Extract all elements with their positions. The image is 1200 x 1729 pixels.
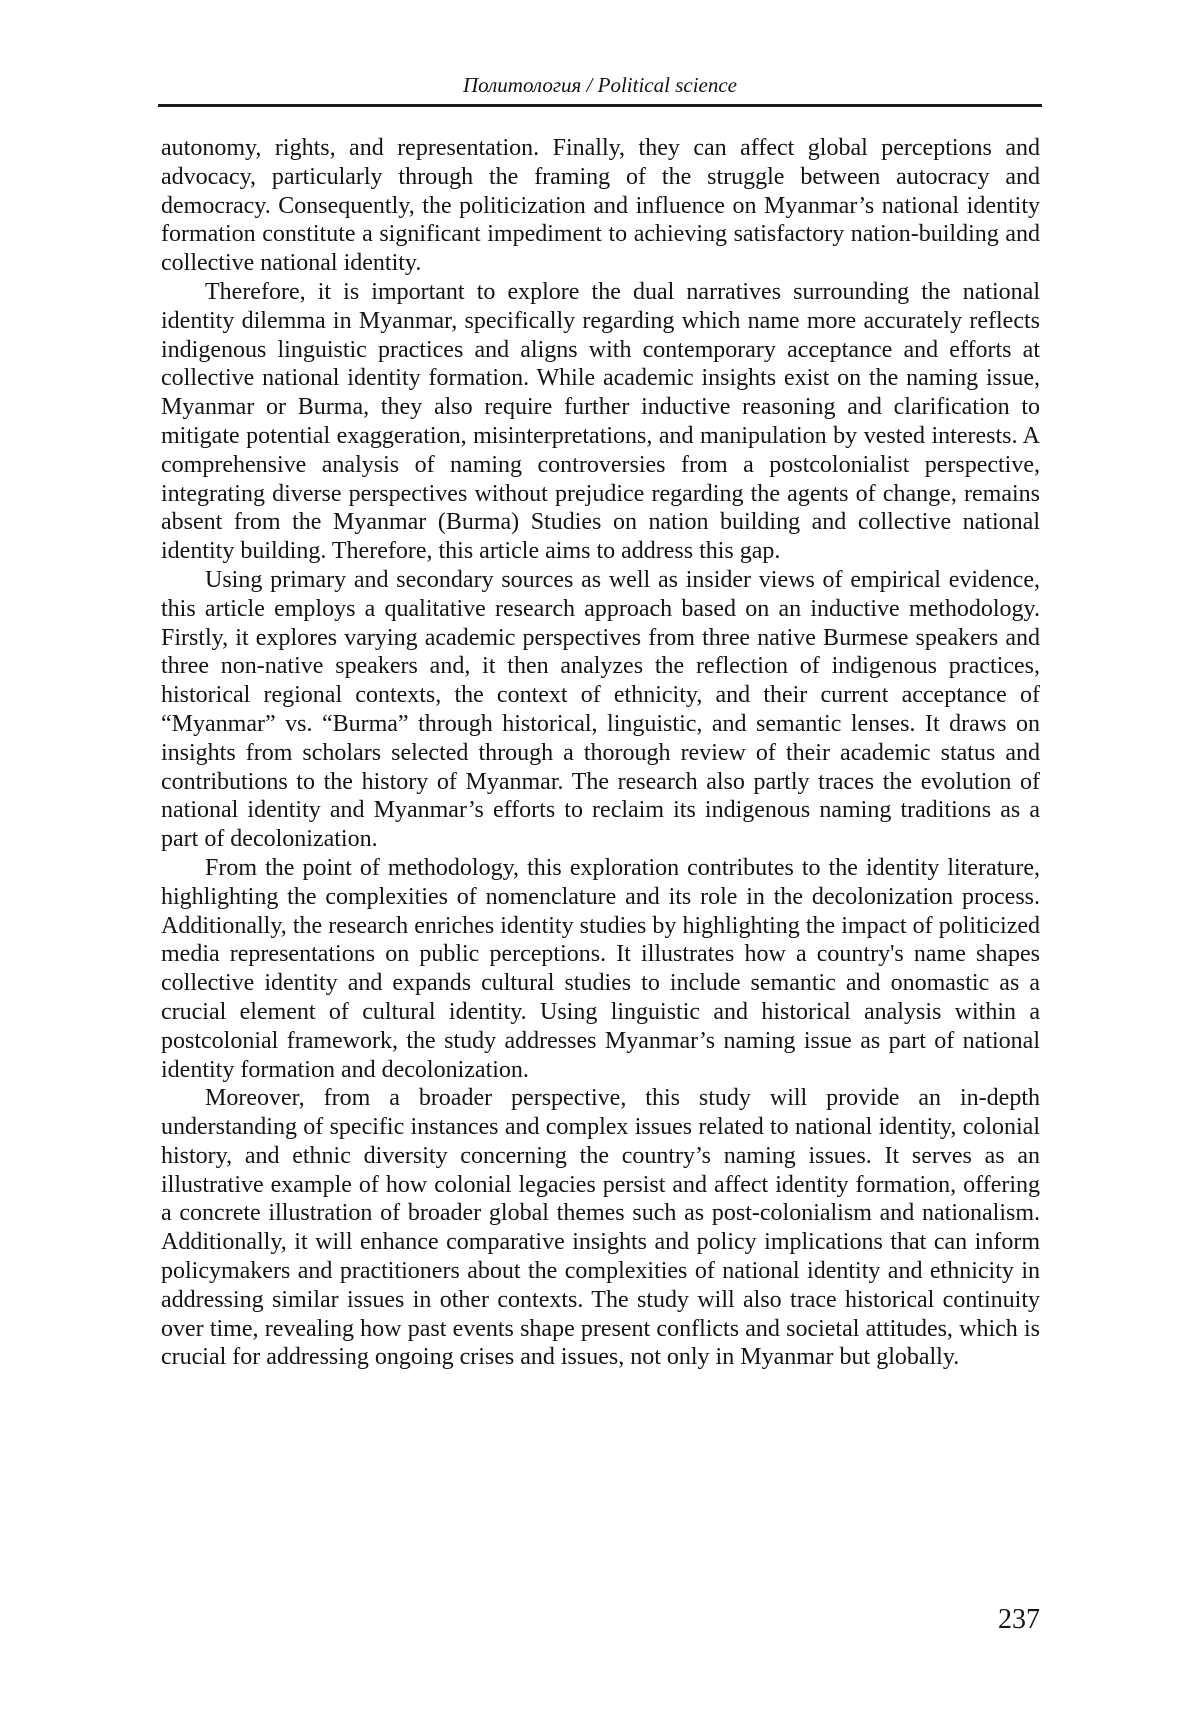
paragraph: Moreover, from a broader perspective, this study will provide an in-depth understanding of specific instances and complex issues related to national identity, colonial history, and ethnic diversity concerning the country’s naming issues. It serves as an illustrative example of how colonial legacies persist and affect identity formation, offering a concrete illustration of broader global themes such as post-colonialism and nationalism. Additionally, it will enhance comparative insights and policy implications that can inform policymakers and practitioners about the complexities of national identity and ethnicity in addressing similar issues in other contexts. The study will also trace historical continuity over time, revealing how past events shape present conflicts and societal attitudes, which is crucial for addressing ongoing crises and issues, not only in Myanmar but globally.	[161, 1085, 1040, 1371]
running-header: Политология / Political science	[158, 72, 1042, 107]
paragraph: autonomy, rights, and representation. Finally, they can affect global perceptions and advocacy, particularly through the framing of the struggle between autocracy and democracy. Consequently, the politicization and influence on Myanmar’s national identity formation constitute a significant impediment to achieving satisfactory nation-building and collective national identity.	[161, 135, 1040, 277]
paragraph: Therefore, it is important to explore the dual narratives surrounding the national identity dilemma in Myanmar, specifically regarding which name more accurately reflects indigenous linguistic practices and aligns with contemporary acceptance and efforts at collective national identity formation. While academic insights exist on the naming issue, Myanmar or Burma, they also require further inductive reasoning and clarification to mitigate potential exaggeration, misinterpretations, and manipulation by vested interests. A comprehensive analysis of naming controversies from a postcolonialist perspective, integrating diverse perspectives without prejudice regarding the agents of change, remains absent from the Myanmar (Burma) Studies on nation building and collective national identity building. Therefore, this article aims to address this gap.	[161, 278, 1040, 565]
page-number: 237	[998, 1604, 1040, 1635]
body-text	[161, 134, 1040, 1372]
paragraph: From the point of methodology, this exploration contributes to the identity literature, highlighting the complexities of nomenclature and its role in the decolonization process. Additionally, the research enriches identity studies by highlighting the impact of politicized media representations on public perceptions. It illustrates how a country's name shapes collective identity and expands cultural studies to include semantic and onomastic as a crucial element of cultural identity. Using linguistic and historical analysis within a postcolonial framework, the study addresses Myanmar’s naming issue as part of national identity formation and decolonization.	[161, 854, 1040, 1083]
paragraph: Using primary and secondary sources as well as insider views of empirical evidence, this article employs a qualitative research approach based on an inductive methodology. Firstly, it explores varying academic perspectives from three native Burmese speakers and three non-native speakers and, it then analyzes the reflection of indigenous practices, historical regional contexts, the context of ethnicity, and their current acceptance of “Myanmar” vs. “Burma” through historical, linguistic, and semantic lenses. It draws on insights from scholars selected through a thorough review of their academic status and contributions to the history of Myanmar. The research also partly traces the evolution of national identity and Myanmar’s efforts to reclaim its indigenous naming traditions as a part of decolonization.	[161, 566, 1040, 853]
